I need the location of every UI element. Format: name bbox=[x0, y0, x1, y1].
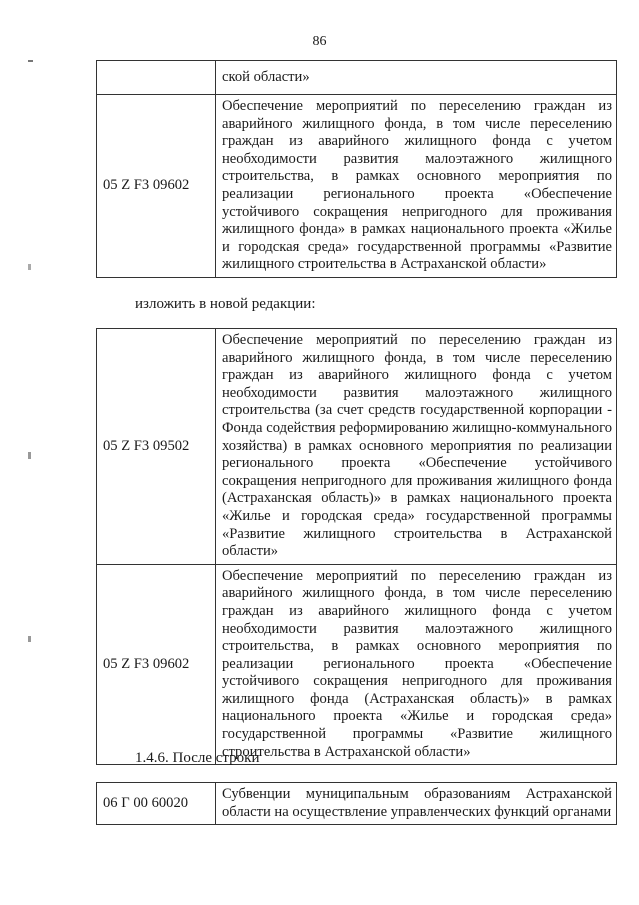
budget-code-cell: 05 Z F3 09602 bbox=[97, 95, 216, 278]
budget-table-after bbox=[96, 782, 617, 825]
budget-table-original bbox=[96, 60, 617, 278]
description-cell: Обеспечение мероприятий по переселению граждан из аварийного жилищного фонда, в том числе переселению граждан из аварийного жилищного фонда с учетом необходимости развития малоэтажного жилищного строительства, в рамках основного мероприятия по реализации регионального проекта «Обеспечение устойчивого сокращения непригодного для проживания жилищного фонда (Астраханская область)» в рамках национального проекта «Жилье и городская среда» государственной программы «Развитие жилищного строительства в Астраханской области» bbox=[216, 564, 617, 765]
table-row bbox=[97, 61, 617, 95]
scan-artifact bbox=[28, 264, 31, 270]
budget-table-new-edition bbox=[96, 328, 617, 765]
scan-artifact bbox=[28, 452, 31, 459]
budget-code-cell bbox=[97, 61, 216, 95]
scan-artifact bbox=[28, 636, 31, 642]
table-row bbox=[97, 95, 617, 278]
section-heading: 1.4.6. После строки bbox=[135, 750, 260, 766]
instruction-text: изложить в новой редакции: bbox=[135, 296, 316, 312]
scan-artifact bbox=[28, 60, 33, 62]
description-cell: Субвенции муниципальным образованиям Астраханской области на осуществление управленческих функций органами bbox=[216, 783, 617, 825]
budget-code-cell: 05 Z F3 09602 bbox=[97, 564, 216, 765]
budget-code-cell: 06 Г 00 60020 bbox=[97, 783, 216, 825]
description-cell: ской области» bbox=[216, 61, 617, 95]
table-row bbox=[97, 564, 617, 765]
page-number: 86 bbox=[312, 34, 327, 49]
description-cell: Обеспечение мероприятий по переселению граждан из аварийного жилищного фонда, в том числе переселению граждан из аварийного жилищного фонда с учетом необходимости развития малоэтажного жилищного строительства (за счет средств государственной корпорации - Фонда содействия реформированию жилищно-коммунального хозяйства) в рамках основного мероприятия по реализации регионального проекта «Обеспечение устойчивого сокращения непригодного для проживания жилищного фонда (Астраханская область)» в рамках национального проекта «Жилье и городская среда» государственной программы «Развитие жилищного строительства в Астраханской области» bbox=[216, 329, 617, 565]
budget-code-cell: 05 Z F3 09502 bbox=[97, 329, 216, 565]
description-cell: Обеспечение мероприятий по переселению граждан из аварийного жилищного фонда, в том числе переселению граждан из аварийного жилищного фонда с учетом необходимости развития малоэтажного жилищного строительства, в рамках основного мероприятия по реализации регионального проекта «Обеспечение устойчивого сокращения непригодного для проживания жилищного фонда» в рамках национального проекта «Жилье и городская среда» государственной программы «Развитие жилищного строительства в Астраханской области» bbox=[216, 95, 617, 278]
table-row bbox=[97, 329, 617, 565]
table-row bbox=[97, 783, 617, 825]
